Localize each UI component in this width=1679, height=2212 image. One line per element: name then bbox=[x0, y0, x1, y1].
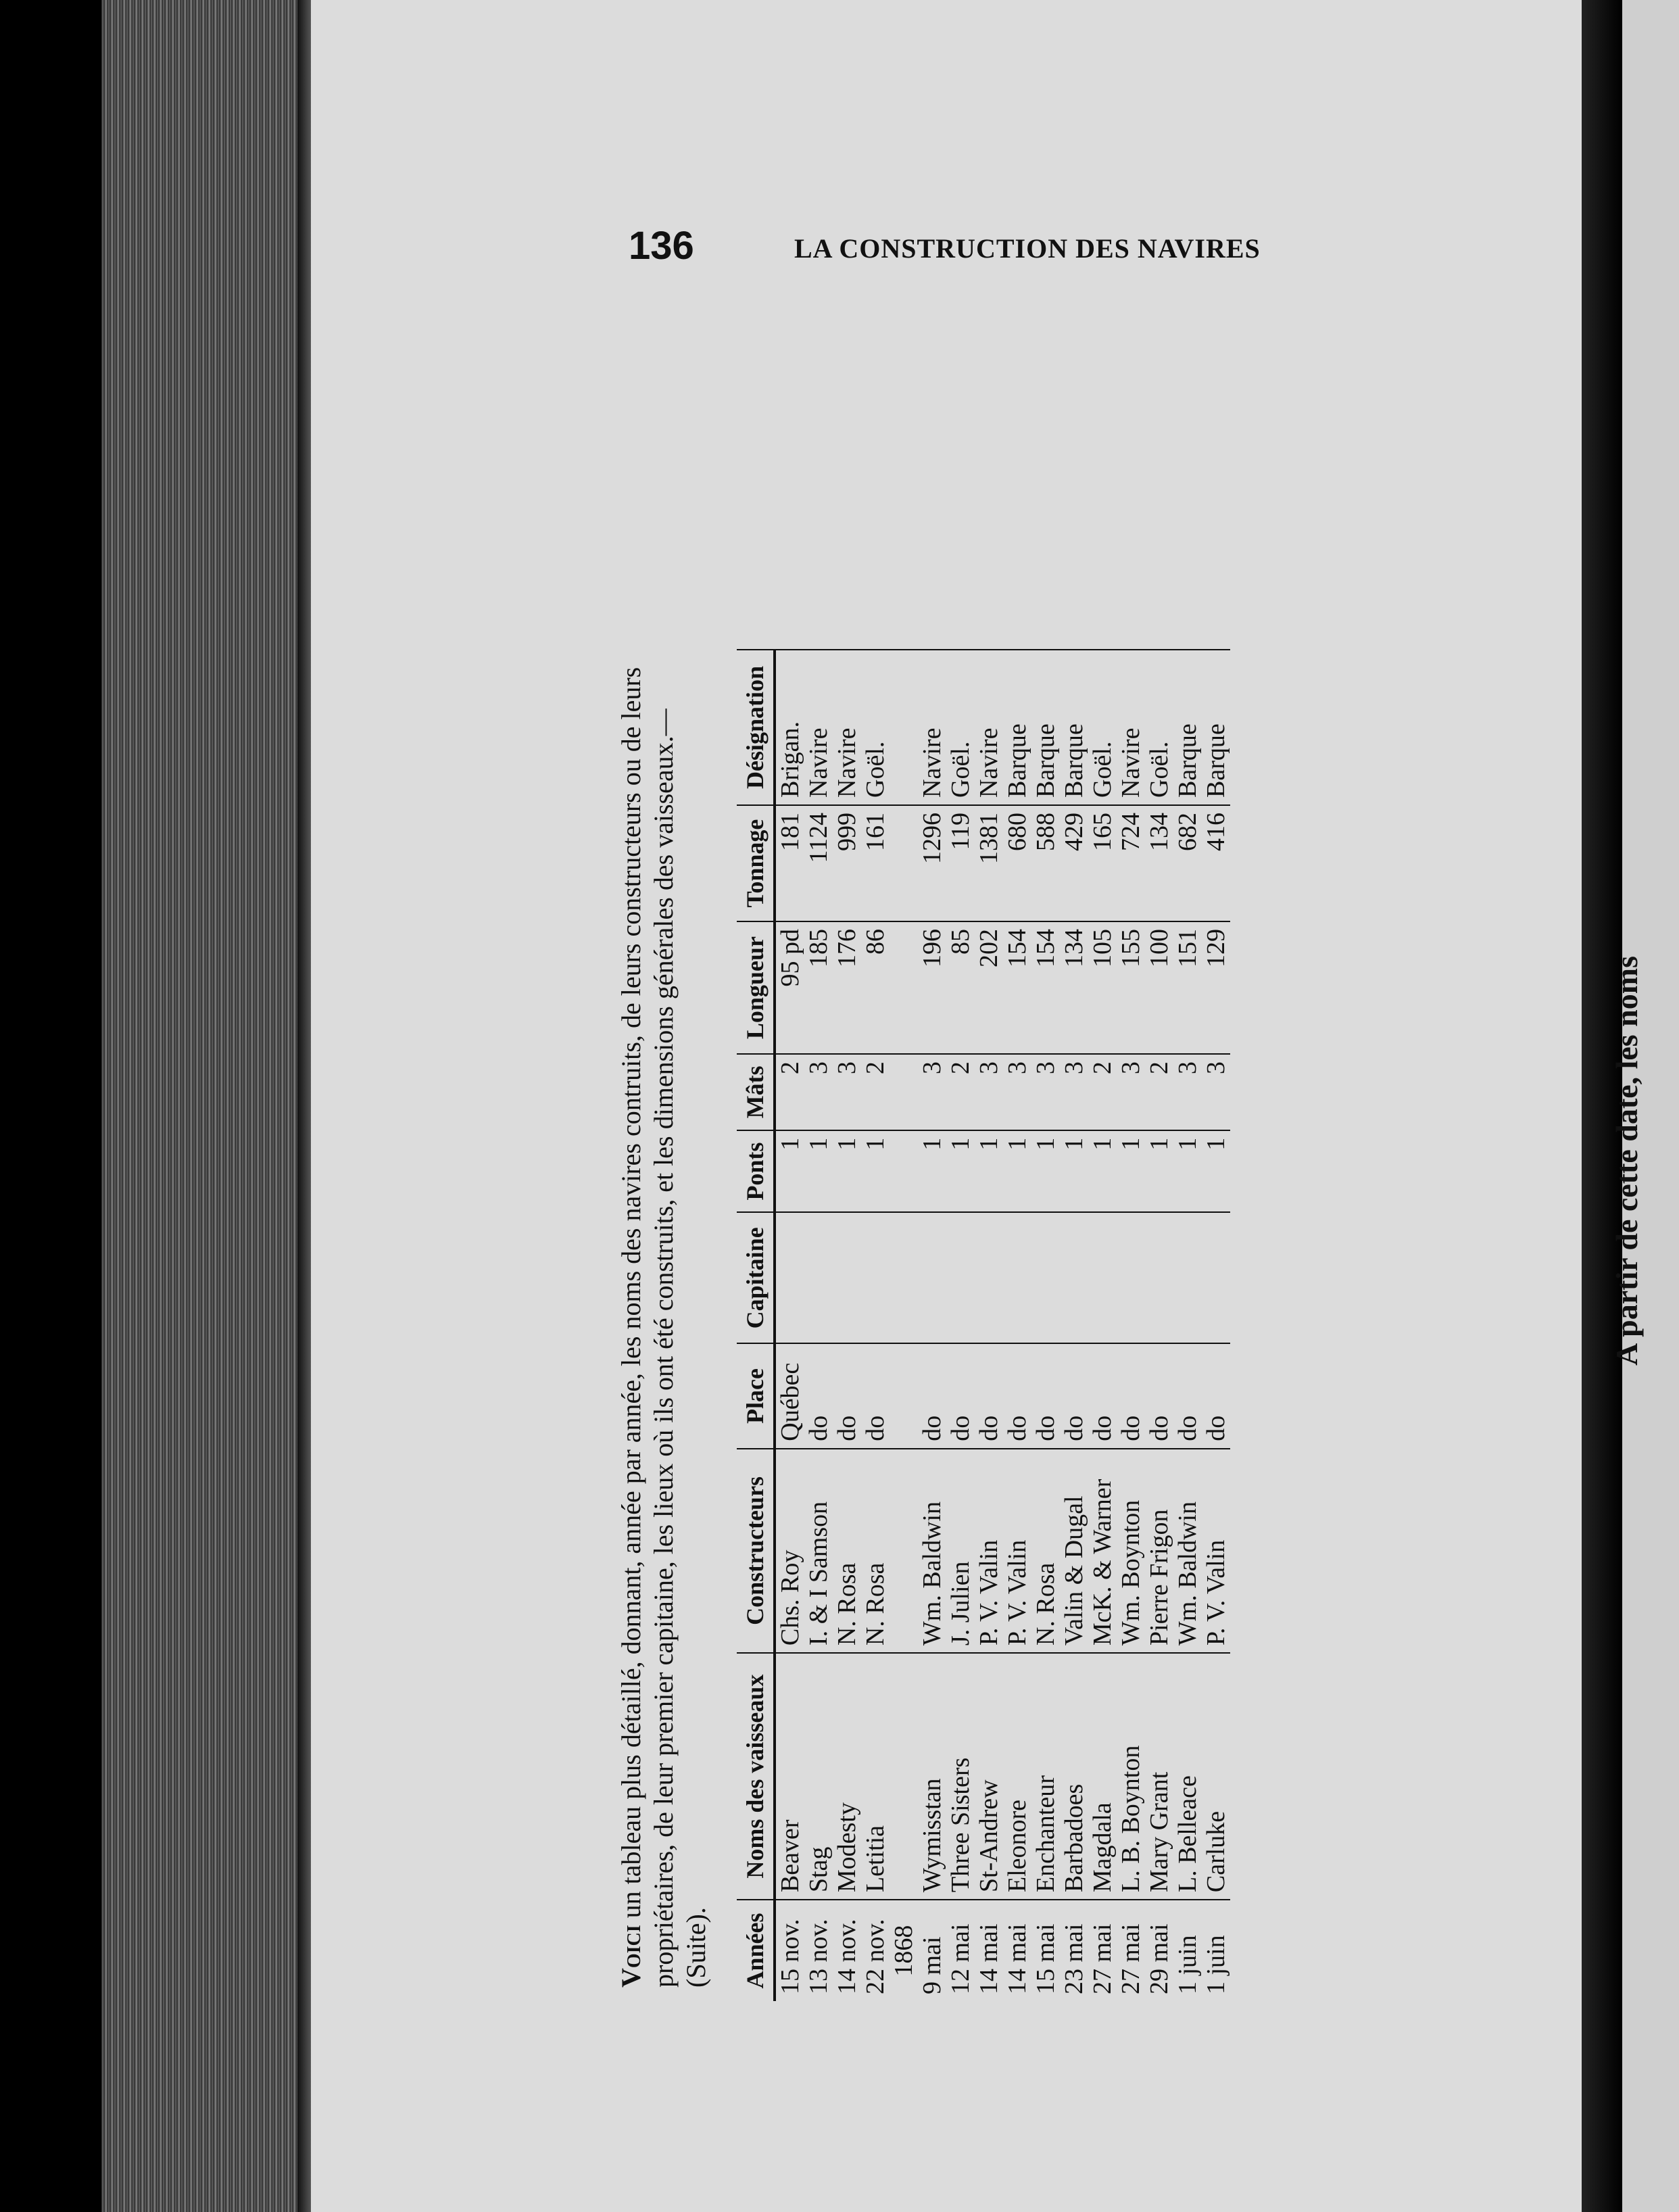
col-constructeurs: P. V. Valin bbox=[975, 1449, 1003, 1653]
col-longueur: 154 bbox=[1003, 921, 1031, 1054]
col-mats: 3 bbox=[1173, 1054, 1202, 1130]
col-tonnage: 724 bbox=[1117, 805, 1145, 921]
table-row bbox=[1088, 650, 1117, 2001]
col-annees: 14 mai bbox=[975, 1900, 1003, 2001]
table-row bbox=[918, 650, 946, 2001]
col-longueur: 85 bbox=[946, 921, 975, 1054]
col-ponts: 1 bbox=[1088, 1130, 1117, 1213]
col-capitaine bbox=[775, 1212, 804, 1343]
col-annees: 15 mai bbox=[1031, 1900, 1060, 2001]
table-row bbox=[833, 650, 861, 2001]
col-noms: L. Belleace bbox=[1173, 1653, 1202, 1900]
col-noms: Enchanteur bbox=[1031, 1653, 1060, 1900]
col-mats: 3 bbox=[833, 1054, 861, 1130]
intro-paragraph bbox=[615, 635, 712, 1988]
col-tonnage: 181 bbox=[775, 805, 804, 921]
book-page-edges bbox=[101, 0, 311, 2212]
table-header-row bbox=[737, 650, 775, 2001]
col-designation: Goël. bbox=[861, 650, 890, 805]
col-place: do bbox=[975, 1343, 1003, 1449]
col-tonnage: 999 bbox=[833, 805, 861, 921]
col-ponts: 1 bbox=[833, 1130, 861, 1213]
col-tonnage: 1124 bbox=[804, 805, 833, 921]
rotated-page-content bbox=[615, 189, 1679, 2028]
col-tonnage: 1296 bbox=[918, 805, 946, 921]
col-noms: Eleonore bbox=[1003, 1653, 1031, 1900]
col-designation-header: Désignation bbox=[737, 650, 775, 805]
col-ponts: 1 bbox=[1145, 1130, 1173, 1213]
col-tonnage: 119 bbox=[946, 805, 975, 921]
col-mats: 2 bbox=[861, 1054, 890, 1130]
col-capitaine bbox=[1173, 1212, 1202, 1343]
empty-cell bbox=[890, 1343, 918, 1449]
col-place: Québec bbox=[775, 1343, 804, 1449]
col-designation: Goël. bbox=[1145, 650, 1173, 805]
intro-text: un tableau plus détaillé, donnant, année par année, les noms des navires contruits, de leurs constructeurs ou de leurs propriétaires, de leur premier capitaine, les lieux où ils ont été construits, et les dimensions générales des vaisseaux.—(Suite). bbox=[616, 667, 711, 1988]
empty-cell bbox=[890, 1449, 918, 1653]
col-designation: Navire bbox=[918, 650, 946, 805]
table-row bbox=[804, 650, 833, 2001]
col-constructeurs: P. V. Valin bbox=[1202, 1449, 1230, 1653]
col-place: do bbox=[1145, 1343, 1173, 1449]
col-annees: 12 mai bbox=[946, 1900, 975, 2001]
col-ponts: 1 bbox=[918, 1130, 946, 1213]
year-label: 1868 bbox=[890, 1900, 918, 2001]
col-capitaine bbox=[1145, 1212, 1173, 1343]
col-constructeurs: N. Rosa bbox=[1031, 1449, 1060, 1653]
col-mats: 2 bbox=[946, 1054, 975, 1130]
col-constructeurs: N. Rosa bbox=[833, 1449, 861, 1653]
col-noms: St-Andrew bbox=[975, 1653, 1003, 1900]
col-designation: Barque bbox=[1173, 650, 1202, 805]
col-capitaine-header: Capitaine bbox=[737, 1212, 775, 1343]
table-row bbox=[1202, 650, 1230, 2001]
col-designation: Navire bbox=[833, 650, 861, 805]
col-mats: 3 bbox=[975, 1054, 1003, 1130]
table-body bbox=[775, 650, 1230, 2001]
col-capitaine bbox=[1117, 1212, 1145, 1343]
col-capitaine bbox=[1060, 1212, 1088, 1343]
intro-lead: Voici bbox=[616, 1925, 646, 1988]
col-noms: L. B. Boynton bbox=[1117, 1653, 1145, 1900]
col-designation: Barque bbox=[1003, 650, 1031, 805]
col-noms: Magdala bbox=[1088, 1653, 1117, 1900]
col-tonnage: 1381 bbox=[975, 805, 1003, 921]
table-row bbox=[1145, 650, 1173, 2001]
col-designation: Goël. bbox=[1088, 650, 1117, 805]
col-noms: Barbadoes bbox=[1060, 1653, 1088, 1900]
col-constructeurs: Pierre Frigon bbox=[1145, 1449, 1173, 1653]
col-designation: Brigan. bbox=[775, 650, 804, 805]
col-constructeurs: P. V. Valin bbox=[1003, 1449, 1031, 1653]
col-constructeurs: McK. & Warner bbox=[1088, 1449, 1117, 1653]
col-tonnage: 682 bbox=[1173, 805, 1202, 921]
col-capitaine bbox=[861, 1212, 890, 1343]
col-place: do bbox=[833, 1343, 861, 1449]
col-annees: 15 nov. bbox=[775, 1900, 804, 2001]
table-row bbox=[946, 650, 975, 2001]
col-designation: Goël. bbox=[946, 650, 975, 805]
col-place: do bbox=[1031, 1343, 1060, 1449]
table-row bbox=[1003, 650, 1031, 2001]
col-constructeurs-header: Constructeurs bbox=[737, 1449, 775, 1653]
col-mats: 2 bbox=[1088, 1054, 1117, 1130]
col-place: do bbox=[918, 1343, 946, 1449]
col-tonnage: 680 bbox=[1003, 805, 1031, 921]
col-ponts-header: Ponts bbox=[737, 1130, 775, 1213]
table-row bbox=[1031, 650, 1060, 2001]
col-longueur: 86 bbox=[861, 921, 890, 1054]
col-tonnage: 165 bbox=[1088, 805, 1117, 921]
col-ponts: 1 bbox=[1031, 1130, 1060, 1213]
col-noms: Mary Grant bbox=[1145, 1653, 1173, 1900]
col-annees: 27 mai bbox=[1088, 1900, 1117, 2001]
col-mats: 3 bbox=[1202, 1054, 1230, 1130]
col-ponts: 1 bbox=[1202, 1130, 1230, 1213]
col-place: do bbox=[1088, 1343, 1117, 1449]
col-constructeurs: Wm. Baldwin bbox=[918, 1449, 946, 1653]
col-annees: 23 mai bbox=[1060, 1900, 1088, 2001]
col-tonnage: 416 bbox=[1202, 805, 1230, 921]
ships-table bbox=[737, 649, 1230, 2001]
col-designation: Barque bbox=[1031, 650, 1060, 805]
col-capitaine bbox=[1202, 1212, 1230, 1343]
page-number: 136 bbox=[629, 224, 694, 268]
col-annees-header: Années bbox=[737, 1900, 775, 2001]
col-mats: 2 bbox=[1145, 1054, 1173, 1130]
col-place: do bbox=[946, 1343, 975, 1449]
col-mats: 3 bbox=[1031, 1054, 1060, 1130]
empty-cell bbox=[890, 1653, 918, 1900]
col-longueur: 151 bbox=[1173, 921, 1202, 1054]
col-tonnage: 161 bbox=[861, 805, 890, 921]
col-place-header: Place bbox=[737, 1343, 775, 1449]
col-designation: Navire bbox=[1117, 650, 1145, 805]
col-longueur: 95 pd bbox=[775, 921, 804, 1054]
col-constructeurs: Wm. Boynton bbox=[1117, 1449, 1145, 1653]
col-tonnage-header: Tonnage bbox=[737, 805, 775, 921]
empty-cell bbox=[890, 1212, 918, 1343]
col-longueur: 202 bbox=[975, 921, 1003, 1054]
col-ponts: 1 bbox=[946, 1130, 975, 1213]
table-row bbox=[975, 650, 1003, 2001]
col-ponts: 1 bbox=[1173, 1130, 1202, 1213]
col-designation: Barque bbox=[1060, 650, 1088, 805]
page-header bbox=[629, 223, 1372, 277]
table-row bbox=[1060, 650, 1088, 2001]
col-longueur: 154 bbox=[1031, 921, 1060, 1054]
col-capitaine bbox=[918, 1212, 946, 1343]
col-ponts: 1 bbox=[975, 1130, 1003, 1213]
col-noms: Wymisstan bbox=[918, 1653, 946, 1900]
col-mats: 3 bbox=[1117, 1054, 1145, 1130]
col-constructeurs: J. Julien bbox=[946, 1449, 975, 1653]
col-capitaine bbox=[1031, 1212, 1060, 1343]
col-capitaine bbox=[975, 1212, 1003, 1343]
table-row bbox=[1117, 650, 1145, 2001]
col-place: do bbox=[1202, 1343, 1230, 1449]
col-longueur: 176 bbox=[833, 921, 861, 1054]
empty-cell bbox=[890, 805, 918, 921]
col-mats: 3 bbox=[918, 1054, 946, 1130]
col-annees: 1 juin bbox=[1173, 1900, 1202, 2001]
col-constructeurs: N. Rosa bbox=[861, 1449, 890, 1653]
col-longueur: 134 bbox=[1060, 921, 1088, 1054]
col-longueur: 105 bbox=[1088, 921, 1117, 1054]
col-noms: Stag bbox=[804, 1653, 833, 1900]
col-ponts: 1 bbox=[1117, 1130, 1145, 1213]
year-row bbox=[890, 650, 918, 2001]
col-constructeurs: Chs. Roy bbox=[775, 1449, 804, 1653]
col-longueur: 196 bbox=[918, 921, 946, 1054]
table-row bbox=[775, 650, 804, 2001]
col-longueur: 155 bbox=[1117, 921, 1145, 1054]
col-longueur: 129 bbox=[1202, 921, 1230, 1054]
col-capitaine bbox=[804, 1212, 833, 1343]
col-annees: 9 mai bbox=[918, 1900, 946, 2001]
col-designation: Barque bbox=[1202, 650, 1230, 805]
empty-cell bbox=[890, 1130, 918, 1213]
col-place: do bbox=[1003, 1343, 1031, 1449]
col-ponts: 1 bbox=[775, 1130, 804, 1213]
col-constructeurs: I. & I Samson bbox=[804, 1449, 833, 1653]
col-annees: 13 nov. bbox=[804, 1900, 833, 2001]
col-longueur: 185 bbox=[804, 921, 833, 1054]
col-mats: 2 bbox=[775, 1054, 804, 1130]
col-designation: Navire bbox=[975, 650, 1003, 805]
table-note: A partir de cette date, les noms bbox=[1609, 956, 1644, 1366]
col-place: do bbox=[861, 1343, 890, 1449]
col-annees: 14 mai bbox=[1003, 1900, 1031, 2001]
col-tonnage: 429 bbox=[1060, 805, 1088, 921]
col-designation: Navire bbox=[804, 650, 833, 805]
col-capitaine bbox=[833, 1212, 861, 1343]
col-noms: Beaver bbox=[775, 1653, 804, 1900]
col-ponts: 1 bbox=[1003, 1130, 1031, 1213]
empty-cell bbox=[890, 650, 918, 805]
col-annees: 27 mai bbox=[1117, 1900, 1145, 2001]
table-row bbox=[861, 650, 890, 2001]
col-place: do bbox=[1060, 1343, 1088, 1449]
col-annees: 29 mai bbox=[1145, 1900, 1173, 2001]
col-capitaine bbox=[946, 1212, 975, 1343]
col-capitaine bbox=[1003, 1212, 1031, 1343]
table-row bbox=[1173, 650, 1202, 2001]
col-tonnage: 588 bbox=[1031, 805, 1060, 921]
col-capitaine bbox=[1088, 1212, 1117, 1343]
col-constructeurs: Valin & Dugal bbox=[1060, 1449, 1088, 1653]
col-ponts: 1 bbox=[804, 1130, 833, 1213]
empty-cell bbox=[890, 1054, 918, 1130]
col-mats: 3 bbox=[1060, 1054, 1088, 1130]
col-mats: 3 bbox=[1003, 1054, 1031, 1130]
col-annees: 22 nov. bbox=[861, 1900, 890, 2001]
empty-cell bbox=[890, 921, 918, 1054]
col-longueur: 100 bbox=[1145, 921, 1173, 1054]
col-ponts: 1 bbox=[1060, 1130, 1088, 1213]
col-noms-header: Noms des vaisseaux bbox=[737, 1653, 775, 1900]
col-noms: Three Sisters bbox=[946, 1653, 975, 1900]
col-place: do bbox=[1173, 1343, 1202, 1449]
col-place: do bbox=[1117, 1343, 1145, 1449]
col-mats: 3 bbox=[804, 1054, 833, 1130]
col-annees: 14 nov. bbox=[833, 1900, 861, 2001]
col-longueur-header: Longueur bbox=[737, 921, 775, 1054]
col-place: do bbox=[804, 1343, 833, 1449]
col-noms: Carluke bbox=[1202, 1653, 1230, 1900]
running-title: LA CONSTRUCTION DES NAVIRES bbox=[794, 233, 1261, 264]
col-tonnage: 134 bbox=[1145, 805, 1173, 921]
col-noms: Letitia bbox=[861, 1653, 890, 1900]
col-ponts: 1 bbox=[861, 1130, 890, 1213]
col-constructeurs: Wm. Baldwin bbox=[1173, 1449, 1202, 1653]
col-mats-header: Mâts bbox=[737, 1054, 775, 1130]
col-noms: Modesty bbox=[833, 1653, 861, 1900]
col-annees: 1 juin bbox=[1202, 1900, 1230, 2001]
